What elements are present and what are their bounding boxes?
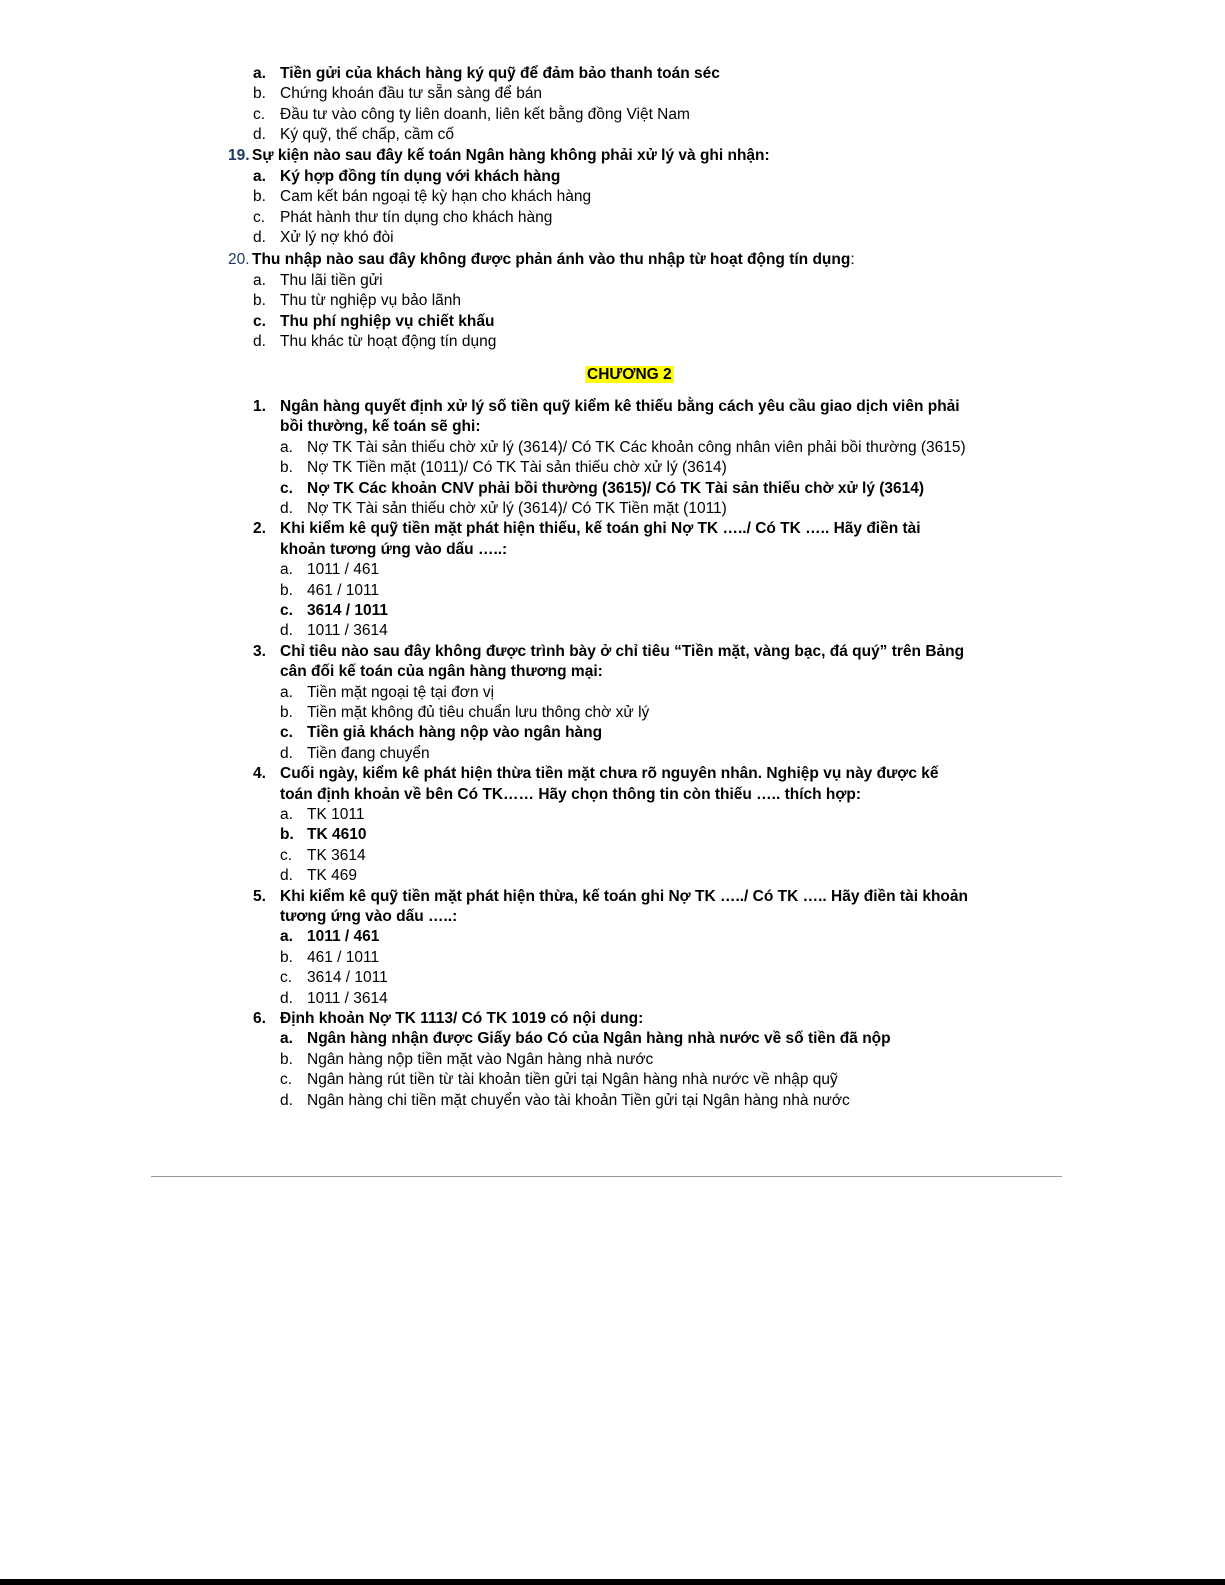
answer-option [253,208,552,228]
question-2 [253,519,921,539]
question-text: Cuối ngày, kiểm kê phát hiện thừa tiền mặt chưa rõ nguyên nhân. Nghiệp vụ này được kế [280,765,939,783]
answer-option [280,968,388,988]
answer-option [280,479,924,499]
answer-option [280,846,366,866]
option-label: d. [253,126,266,144]
answer-option [280,499,727,519]
answer-option [253,84,542,104]
option-text: 1011 / 461 [307,928,380,946]
option-text: Ngân hàng nộp tiền mặt vào Ngân hàng nhà nước [307,1050,654,1068]
question-text: Khi kiểm kê quỹ tiền mặt phát hiện thừa, kế toán ghi Nợ TK …../ Có TK ….. Hãy điền tài khoản [280,887,968,905]
option-text: Xử lý nợ khó đòi [280,229,394,247]
option-label: d. [253,229,266,247]
answer-option [280,1029,891,1049]
option-label: b. [280,826,294,844]
option-text: 1011 / 3614 [307,989,388,1007]
option-label: c. [280,969,293,987]
option-label: c. [280,724,293,742]
answer-option [280,703,649,723]
option-text: Ký hợp đồng tín dụng với khách hàng [280,168,561,185]
answer-option [253,105,690,125]
option-label: b. [280,459,293,477]
answer-option [280,989,388,1009]
option-text: Thu từ nghiệp vụ bảo lãnh [280,292,462,310]
option-text: Nợ TK Tài sản thiếu chờ xử lý (3614)/ Có TK Các khoản công nhân viên phải bồi thường (3615) [307,438,966,456]
question-text: toán định khoản về bên Có TK…… Hãy chọn thông tin còn thiếu ….. thích hợp: [280,785,862,803]
question-number: 5. [253,887,266,905]
option-text: 461 / 1011 [307,581,380,599]
question-text: Thu nhập nào sau đây không được phản ánh vào thu nhập từ hoạt động tín dụng [252,251,851,268]
question-number: 2. [253,520,266,538]
answer-option [280,438,966,458]
answer-option [253,291,461,311]
option-text: TK 469 [307,867,357,885]
answer-option [280,1070,838,1090]
answer-option [280,825,366,845]
answer-option [280,683,494,703]
answer-option [280,560,379,580]
answer-option [253,64,720,84]
question-19 [228,146,770,166]
option-label: b. [280,1050,293,1068]
option-text: Ký quỹ, thế chấp, cầm cố [280,126,455,144]
answer-option [280,1091,850,1111]
answer-option [253,271,383,291]
option-label: a. [253,272,266,289]
question-3-continued [280,662,603,682]
answer-option [280,948,379,968]
option-text: Đầu tư vào công ty liên doanh, liên kết bằng đồng Việt Nam [280,105,690,123]
question-number: 1. [253,398,266,415]
option-label: c. [253,105,266,123]
option-label: a. [280,1030,293,1048]
question-text: tương ứng vào dấu …..: [280,908,458,925]
option-label: a. [253,65,266,82]
answer-option [280,866,357,886]
option-text: Chứng khoán đầu tư sẵn sàng để bán [280,85,543,103]
option-text: Tiền mặt ngoại tệ tại đơn vị [307,683,495,701]
option-text: Thu phí nghiệp vụ chiết khấu [280,312,495,330]
question-3 [253,642,964,662]
option-label: a. [280,928,293,946]
option-text: Nợ TK Tiền mặt (1011)/ Có TK Tài sản thiếu chờ xử lý (3614) [307,459,727,477]
question-text: Ngân hàng quyết định xử lý số tiền quỹ kiểm kê thiếu bằng cách yêu cầu giao dịch viên phải [280,398,960,415]
option-text: Thu lãi tiền gửi [280,272,383,289]
question-1-continued [280,417,481,437]
option-text: Phát hành thư tín dụng cho khách hàng [280,208,553,226]
answer-option [253,187,591,207]
question-trail: : [850,251,855,268]
answer-option [280,621,388,641]
question-1 [253,397,960,417]
option-text: Nợ TK Các khoản CNV phải bồi thường (3615)/ Có TK Tài sản thiếu chờ xử lý (3614) [307,479,925,497]
option-label: d. [280,622,293,640]
option-label: a. [280,806,293,823]
answer-option [280,581,379,601]
option-label: d. [280,744,293,762]
question-text: Khi kiểm kê quỹ tiền mặt phát hiện thiếu, kế toán ghi Nợ TK …../ Có TK ….. Hãy điền tài [280,520,921,538]
answer-option [280,458,727,478]
option-text: Tiền mặt không đủ tiêu chuẩn lưu thông chờ xử lý [307,704,650,721]
question-2-continued [280,540,507,560]
option-text: TK 4610 [307,826,367,844]
option-text: Ngân hàng rút tiền từ tài khoản tiền gửi tại Ngân hàng nhà nước về nhập quỹ [307,1071,838,1089]
question-number: 4. [253,765,266,783]
option-label: b. [253,188,266,206]
chapter-heading: CHƯƠNG 2 [587,366,672,383]
option-text: Tiền gửi của khách hàng ký quỹ để đảm bảo thanh toán séc [280,65,720,82]
option-label: a. [253,168,266,185]
question-number: 6. [253,1010,266,1027]
question-text: bồi thường, kế toán sẽ ghi: [280,418,481,436]
option-label: a. [280,561,293,579]
option-label: d. [280,867,293,885]
page-divider [151,1176,1062,1177]
answer-option [280,805,364,825]
option-label: c. [253,208,266,226]
option-label: c. [280,602,293,619]
option-text: TK 1011 [307,806,365,823]
question-text: Sự kiện nào sau đây kế toán Ngân hàng không phải xử lý và ghi nhận: [252,147,770,164]
option-text: Cam kết bán ngoại tệ kỳ hạn cho khách hàng [280,188,592,206]
question-5 [253,887,968,907]
option-label: b. [280,704,293,721]
question-4 [253,764,939,784]
option-label: b. [253,292,266,310]
answer-option [280,601,388,621]
chapter-title [585,365,674,385]
question-text: cân đối kế toán của ngân hàng thương mại: [280,663,603,681]
answer-option [280,927,379,947]
option-text: TK 3614 [307,846,366,864]
question-5-continued [280,907,457,927]
question-number: 19. [228,147,250,164]
answer-option [280,744,430,764]
answer-option [253,167,560,187]
option-label: d. [280,1091,293,1109]
option-label: d. [253,333,266,351]
option-label: a. [280,438,293,456]
option-text: Tiền đang chuyển [307,744,430,762]
option-text: Tiền giả khách hàng nộp vào ngân hàng [307,724,603,742]
option-text: 461 / 1011 [307,948,380,966]
question-text: Chỉ tiêu nào sau đây không được trình bày ở chỉ tiêu “Tiền mặt, vàng bạc, đá quý” trên Bảng [280,642,965,660]
option-label: b. [253,85,266,103]
option-text: Ngân hàng chi tiền mặt chuyển vào tài khoản Tiền gửi tại Ngân hàng nhà nước [307,1091,850,1109]
option-label: c. [280,1071,293,1089]
answer-option [280,1050,653,1070]
answer-option [280,723,602,743]
question-20 [228,250,855,270]
question-6 [253,1009,643,1029]
option-label: d. [280,500,293,517]
option-text: Nợ TK Tài sản thiếu chờ xử lý (3614)/ Có TK Tiền mặt (1011) [307,500,727,517]
answer-option [253,332,496,352]
option-text: 3614 / 1011 [307,969,388,987]
option-text: 1011 / 461 [307,561,380,579]
answer-option [253,312,494,332]
option-text: Thu khác từ hoạt động tín dụng [280,333,497,351]
option-label: c. [280,846,293,864]
option-label: c. [253,312,266,330]
option-text: 1011 / 3614 [307,622,388,640]
answer-option [253,228,394,248]
option-label: c. [280,479,293,497]
question-4-continued [280,785,861,805]
option-label: d. [280,989,293,1007]
answer-option [253,125,454,145]
option-label: b. [280,948,293,966]
option-label: a. [280,683,293,701]
question-number: 20. [228,251,250,268]
question-number: 3. [253,642,266,660]
option-text: 3614 / 1011 [307,602,389,619]
question-text: khoản tương ứng vào dấu …..: [280,540,508,558]
page-bottom-edge [0,1579,1225,1585]
option-label: b. [280,581,293,599]
question-text: Định khoản Nợ TK 1113/ Có TK 1019 có nội dung: [280,1010,644,1027]
option-text: Ngân hàng nhận được Giấy báo Có của Ngân hàng nhà nước về số tiền đã nộp [307,1030,891,1048]
